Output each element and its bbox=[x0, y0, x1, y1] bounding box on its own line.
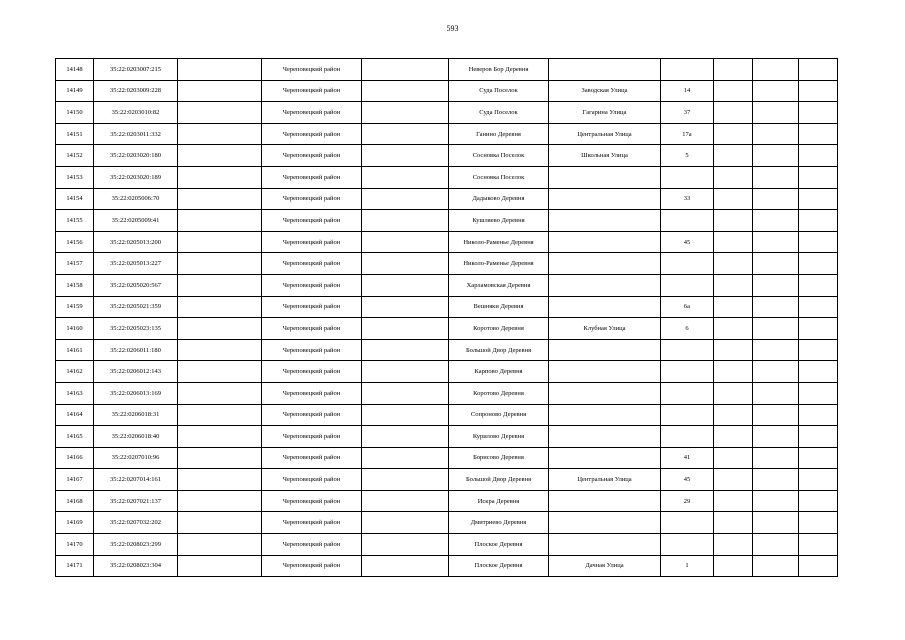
blank-cell bbox=[714, 296, 753, 318]
blank-cell bbox=[178, 404, 262, 426]
blank-cell bbox=[753, 102, 799, 124]
cadastral-number: 35:22:0205021:359 bbox=[94, 296, 178, 318]
cadastral-number: 35:22:0203010:82 bbox=[94, 102, 178, 124]
table-row bbox=[56, 210, 838, 232]
row-number: 14167 bbox=[56, 469, 94, 491]
table-row bbox=[56, 555, 838, 577]
house-number: 45 bbox=[661, 231, 714, 253]
district: Череповецкий район bbox=[262, 382, 362, 404]
house-number: 6а bbox=[661, 296, 714, 318]
house-number bbox=[661, 210, 714, 232]
row-number: 14154 bbox=[56, 188, 94, 210]
blank-cell bbox=[362, 339, 449, 361]
blank-cell bbox=[178, 426, 262, 448]
blank-cell bbox=[799, 59, 838, 81]
settlement: Вешняки Деревня bbox=[449, 296, 549, 318]
cadastral-number: 35:22:0206012:143 bbox=[94, 361, 178, 383]
blank-cell bbox=[714, 253, 753, 275]
settlement: Большой Двор Деревня bbox=[449, 339, 549, 361]
settlement: Дмитриево Деревня bbox=[449, 512, 549, 534]
blank-cell bbox=[362, 426, 449, 448]
blank-cell bbox=[362, 59, 449, 81]
house-number bbox=[661, 253, 714, 275]
blank-cell bbox=[178, 339, 262, 361]
row-number: 14168 bbox=[56, 490, 94, 512]
blank-cell bbox=[714, 490, 753, 512]
blank-cell bbox=[714, 123, 753, 145]
street: Центральная Улица bbox=[549, 469, 661, 491]
blank-cell bbox=[799, 512, 838, 534]
street: Заводская Улица bbox=[549, 80, 661, 102]
settlement: Искра Деревня bbox=[449, 490, 549, 512]
house-number bbox=[661, 382, 714, 404]
settlement: Сосновка Поселок bbox=[449, 166, 549, 188]
settlement: Борисово Деревня bbox=[449, 447, 549, 469]
row-number: 14151 bbox=[56, 123, 94, 145]
blank-cell bbox=[799, 274, 838, 296]
blank-cell bbox=[362, 80, 449, 102]
blank-cell bbox=[714, 404, 753, 426]
row-number: 14162 bbox=[56, 361, 94, 383]
house-number bbox=[661, 361, 714, 383]
row-number: 14159 bbox=[56, 296, 94, 318]
district: Череповецкий район bbox=[262, 274, 362, 296]
blank-cell bbox=[178, 102, 262, 124]
blank-cell bbox=[753, 512, 799, 534]
row-number: 14164 bbox=[56, 404, 94, 426]
district: Череповецкий район bbox=[262, 210, 362, 232]
district: Череповецкий район bbox=[262, 512, 362, 534]
blank-cell bbox=[753, 382, 799, 404]
blank-cell bbox=[799, 318, 838, 340]
blank-cell bbox=[799, 253, 838, 275]
table-row bbox=[56, 318, 838, 340]
district: Череповецкий район bbox=[262, 253, 362, 275]
settlement: Большой Двор Деревня bbox=[449, 469, 549, 491]
district: Череповецкий район bbox=[262, 318, 362, 340]
house-number bbox=[661, 339, 714, 361]
street bbox=[549, 188, 661, 210]
cadastral-number: 35:22:0205013:227 bbox=[94, 253, 178, 275]
street: Центральная Улица bbox=[549, 123, 661, 145]
blank-cell bbox=[178, 145, 262, 167]
settlement: Плоское Деревня bbox=[449, 555, 549, 577]
street: Клубная Улица bbox=[549, 318, 661, 340]
district: Череповецкий район bbox=[262, 469, 362, 491]
blank-cell bbox=[362, 123, 449, 145]
settlement: Харламовская Деревня bbox=[449, 274, 549, 296]
row-number: 14166 bbox=[56, 447, 94, 469]
house-number: 37 bbox=[661, 102, 714, 124]
cadastral-number: 35:22:0203020:180 bbox=[94, 145, 178, 167]
blank-cell bbox=[362, 490, 449, 512]
cadastral-number: 35:22:0208023:299 bbox=[94, 534, 178, 556]
blank-cell bbox=[799, 145, 838, 167]
street: Дачная Улица bbox=[549, 555, 661, 577]
street bbox=[549, 361, 661, 383]
blank-cell bbox=[753, 166, 799, 188]
district: Череповецкий район bbox=[262, 361, 362, 383]
blank-cell bbox=[714, 102, 753, 124]
blank-cell bbox=[714, 80, 753, 102]
street: Гагарина Улица bbox=[549, 102, 661, 124]
district: Череповецкий район bbox=[262, 404, 362, 426]
blank-cell bbox=[799, 534, 838, 556]
table-row bbox=[56, 512, 838, 534]
cadastral-number: 35:22:0205023:135 bbox=[94, 318, 178, 340]
blank-cell bbox=[714, 426, 753, 448]
cadastral-number: 35:22:0206013:169 bbox=[94, 382, 178, 404]
settlement: Суда Поселок bbox=[449, 80, 549, 102]
settlement: Сосновка Поселок bbox=[449, 145, 549, 167]
blank-cell bbox=[753, 253, 799, 275]
blank-cell bbox=[362, 166, 449, 188]
table-row bbox=[56, 188, 838, 210]
district: Череповецкий район bbox=[262, 296, 362, 318]
settlement: Сопроново Деревня bbox=[449, 404, 549, 426]
table-row bbox=[56, 274, 838, 296]
blank-cell bbox=[753, 426, 799, 448]
cadastral-number: 35:22:0203009:228 bbox=[94, 80, 178, 102]
cadastral-number: 35:22:0207021:137 bbox=[94, 490, 178, 512]
settlement: Николо-Раменье Деревня bbox=[449, 231, 549, 253]
blank-cell bbox=[799, 102, 838, 124]
table-row bbox=[56, 534, 838, 556]
blank-cell bbox=[753, 490, 799, 512]
table-row bbox=[56, 426, 838, 448]
blank-cell bbox=[799, 490, 838, 512]
cadastral-number: 35:22:0203007:215 bbox=[94, 59, 178, 81]
blank-cell bbox=[362, 274, 449, 296]
table-row bbox=[56, 382, 838, 404]
blank-cell bbox=[178, 123, 262, 145]
blank-cell bbox=[362, 555, 449, 577]
blank-cell bbox=[753, 555, 799, 577]
registry-table bbox=[55, 58, 838, 577]
blank-cell bbox=[753, 469, 799, 491]
blank-cell bbox=[178, 447, 262, 469]
blank-cell bbox=[714, 339, 753, 361]
blank-cell bbox=[799, 166, 838, 188]
blank-cell bbox=[799, 382, 838, 404]
house-number: 5 bbox=[661, 145, 714, 167]
blank-cell bbox=[799, 231, 838, 253]
district: Череповецкий район bbox=[262, 188, 362, 210]
house-number: 14 bbox=[661, 80, 714, 102]
row-number: 14157 bbox=[56, 253, 94, 275]
house-number: 6 bbox=[661, 318, 714, 340]
row-number: 14170 bbox=[56, 534, 94, 556]
street bbox=[549, 296, 661, 318]
blank-cell bbox=[362, 188, 449, 210]
house-number bbox=[661, 534, 714, 556]
settlement: Коротово Деревня bbox=[449, 318, 549, 340]
table-row bbox=[56, 166, 838, 188]
street bbox=[549, 231, 661, 253]
table-row bbox=[56, 404, 838, 426]
row-number: 14153 bbox=[56, 166, 94, 188]
district: Череповецкий район bbox=[262, 555, 362, 577]
settlement: Карпово Деревня bbox=[449, 361, 549, 383]
blank-cell bbox=[714, 274, 753, 296]
house-number bbox=[661, 404, 714, 426]
blank-cell bbox=[178, 274, 262, 296]
blank-cell bbox=[714, 361, 753, 383]
blank-cell bbox=[362, 534, 449, 556]
blank-cell bbox=[178, 512, 262, 534]
blank-cell bbox=[799, 426, 838, 448]
cadastral-number: 35:22:0207032:202 bbox=[94, 512, 178, 534]
blank-cell bbox=[362, 404, 449, 426]
blank-cell bbox=[362, 512, 449, 534]
blank-cell bbox=[714, 188, 753, 210]
blank-cell bbox=[362, 296, 449, 318]
table-row bbox=[56, 102, 838, 124]
settlement: Суда Поселок bbox=[449, 102, 549, 124]
row-number: 14158 bbox=[56, 274, 94, 296]
blank-cell bbox=[178, 231, 262, 253]
house-number bbox=[661, 426, 714, 448]
settlement: Неверов Бор Деревня bbox=[449, 59, 549, 81]
blank-cell bbox=[178, 59, 262, 81]
table-row bbox=[56, 339, 838, 361]
blank-cell bbox=[753, 318, 799, 340]
blank-cell bbox=[753, 274, 799, 296]
table-row bbox=[56, 253, 838, 275]
district: Череповецкий район bbox=[262, 102, 362, 124]
street bbox=[549, 534, 661, 556]
house-number: 29 bbox=[661, 490, 714, 512]
district: Череповецкий район bbox=[262, 80, 362, 102]
blank-cell bbox=[714, 210, 753, 232]
district: Череповецкий район bbox=[262, 123, 362, 145]
table-row bbox=[56, 447, 838, 469]
cadastral-number: 35:22:0206018:40 bbox=[94, 426, 178, 448]
cadastral-number: 35:22:0207010:96 bbox=[94, 447, 178, 469]
house-number: 41 bbox=[661, 447, 714, 469]
house-number bbox=[661, 166, 714, 188]
house-number: 45 bbox=[661, 469, 714, 491]
street bbox=[549, 447, 661, 469]
row-number: 14149 bbox=[56, 80, 94, 102]
cadastral-number: 35:22:0205006:70 bbox=[94, 188, 178, 210]
table-row bbox=[56, 231, 838, 253]
settlement: Кушляево Деревня bbox=[449, 210, 549, 232]
house-number bbox=[661, 512, 714, 534]
cadastral-number: 35:22:0208023:304 bbox=[94, 555, 178, 577]
row-number: 14152 bbox=[56, 145, 94, 167]
cadastral-number: 35:22:0205009:41 bbox=[94, 210, 178, 232]
row-number: 14161 bbox=[56, 339, 94, 361]
blank-cell bbox=[178, 166, 262, 188]
blank-cell bbox=[753, 404, 799, 426]
blank-cell bbox=[178, 188, 262, 210]
blank-cell bbox=[178, 296, 262, 318]
blank-cell bbox=[753, 447, 799, 469]
street bbox=[549, 166, 661, 188]
blank-cell bbox=[799, 188, 838, 210]
blank-cell bbox=[178, 361, 262, 383]
blank-cell bbox=[799, 361, 838, 383]
table-row bbox=[56, 80, 838, 102]
row-number: 14165 bbox=[56, 426, 94, 448]
house-number: 1 bbox=[661, 555, 714, 577]
blank-cell bbox=[753, 188, 799, 210]
street bbox=[549, 253, 661, 275]
blank-cell bbox=[799, 339, 838, 361]
blank-cell bbox=[753, 145, 799, 167]
blank-cell bbox=[178, 469, 262, 491]
blank-cell bbox=[714, 59, 753, 81]
settlement: Ганино Деревня bbox=[449, 123, 549, 145]
blank-cell bbox=[714, 382, 753, 404]
row-number: 14156 bbox=[56, 231, 94, 253]
blank-cell bbox=[753, 210, 799, 232]
district: Череповецкий район bbox=[262, 490, 362, 512]
street bbox=[549, 490, 661, 512]
blank-cell bbox=[178, 80, 262, 102]
blank-cell bbox=[799, 80, 838, 102]
settlement: Плоское Деревня bbox=[449, 534, 549, 556]
blank-cell bbox=[799, 555, 838, 577]
blank-cell bbox=[714, 447, 753, 469]
district: Череповецкий район bbox=[262, 145, 362, 167]
blank-cell bbox=[178, 318, 262, 340]
street bbox=[549, 339, 661, 361]
table-row bbox=[56, 296, 838, 318]
blank-cell bbox=[753, 296, 799, 318]
district: Череповецкий район bbox=[262, 166, 362, 188]
cadastral-number: 35:22:0203011:332 bbox=[94, 123, 178, 145]
blank-cell bbox=[753, 361, 799, 383]
blank-cell bbox=[799, 404, 838, 426]
settlement: Курилово Деревня bbox=[449, 426, 549, 448]
blank-cell bbox=[799, 296, 838, 318]
street bbox=[549, 274, 661, 296]
table-row bbox=[56, 361, 838, 383]
cadastral-number: 35:22:0203020:189 bbox=[94, 166, 178, 188]
cadastral-number: 35:22:0207014:161 bbox=[94, 469, 178, 491]
blank-cell bbox=[362, 102, 449, 124]
house-number bbox=[661, 59, 714, 81]
table-row bbox=[56, 59, 838, 81]
blank-cell bbox=[799, 447, 838, 469]
cadastral-number: 35:22:0206011:180 bbox=[94, 339, 178, 361]
district: Череповецкий район bbox=[262, 339, 362, 361]
blank-cell bbox=[714, 231, 753, 253]
blank-cell bbox=[362, 469, 449, 491]
blank-cell bbox=[714, 318, 753, 340]
blank-cell bbox=[178, 210, 262, 232]
blank-cell bbox=[362, 382, 449, 404]
blank-cell bbox=[178, 534, 262, 556]
blank-cell bbox=[753, 80, 799, 102]
settlement: Дадыково Деревня bbox=[449, 188, 549, 210]
table-row bbox=[56, 123, 838, 145]
blank-cell bbox=[362, 318, 449, 340]
table-row bbox=[56, 145, 838, 167]
street bbox=[549, 404, 661, 426]
blank-cell bbox=[178, 253, 262, 275]
table-row bbox=[56, 490, 838, 512]
blank-cell bbox=[714, 512, 753, 534]
blank-cell bbox=[362, 210, 449, 232]
blank-cell bbox=[753, 534, 799, 556]
street bbox=[549, 382, 661, 404]
blank-cell bbox=[714, 145, 753, 167]
street bbox=[549, 426, 661, 448]
blank-cell bbox=[753, 123, 799, 145]
table-row bbox=[56, 469, 838, 491]
blank-cell bbox=[178, 382, 262, 404]
settlement: Коротово Деревня bbox=[449, 382, 549, 404]
house-number: 17а bbox=[661, 123, 714, 145]
row-number: 14148 bbox=[56, 59, 94, 81]
row-number: 14163 bbox=[56, 382, 94, 404]
street bbox=[549, 512, 661, 534]
blank-cell bbox=[178, 555, 262, 577]
row-number: 14160 bbox=[56, 318, 94, 340]
district: Череповецкий район bbox=[262, 447, 362, 469]
district: Череповецкий район bbox=[262, 534, 362, 556]
house-number bbox=[661, 274, 714, 296]
blank-cell bbox=[799, 469, 838, 491]
blank-cell bbox=[753, 59, 799, 81]
row-number: 14171 bbox=[56, 555, 94, 577]
blank-cell bbox=[362, 361, 449, 383]
blank-cell bbox=[714, 534, 753, 556]
blank-cell bbox=[362, 145, 449, 167]
row-number: 14169 bbox=[56, 512, 94, 534]
cadastral-number: 35:22:0205020:567 bbox=[94, 274, 178, 296]
blank-cell bbox=[714, 166, 753, 188]
district: Череповецкий район bbox=[262, 426, 362, 448]
settlement: Николо-Раменье Деревня bbox=[449, 253, 549, 275]
cadastral-number: 35:22:0206018:31 bbox=[94, 404, 178, 426]
blank-cell bbox=[362, 253, 449, 275]
blank-cell bbox=[362, 231, 449, 253]
district: Череповецкий район bbox=[262, 59, 362, 81]
street bbox=[549, 210, 661, 232]
blank-cell bbox=[714, 469, 753, 491]
street bbox=[549, 59, 661, 81]
district: Череповецкий район bbox=[262, 231, 362, 253]
blank-cell bbox=[799, 210, 838, 232]
page-number: 593 bbox=[446, 24, 459, 33]
blank-cell bbox=[799, 123, 838, 145]
street: Школьная Улица bbox=[549, 145, 661, 167]
blank-cell bbox=[753, 231, 799, 253]
row-number: 14155 bbox=[56, 210, 94, 232]
blank-cell bbox=[362, 447, 449, 469]
blank-cell bbox=[714, 555, 753, 577]
house-number: 33 bbox=[661, 188, 714, 210]
row-number: 14150 bbox=[56, 102, 94, 124]
blank-cell bbox=[753, 339, 799, 361]
cadastral-number: 35:22:0205013:200 bbox=[94, 231, 178, 253]
blank-cell bbox=[178, 490, 262, 512]
